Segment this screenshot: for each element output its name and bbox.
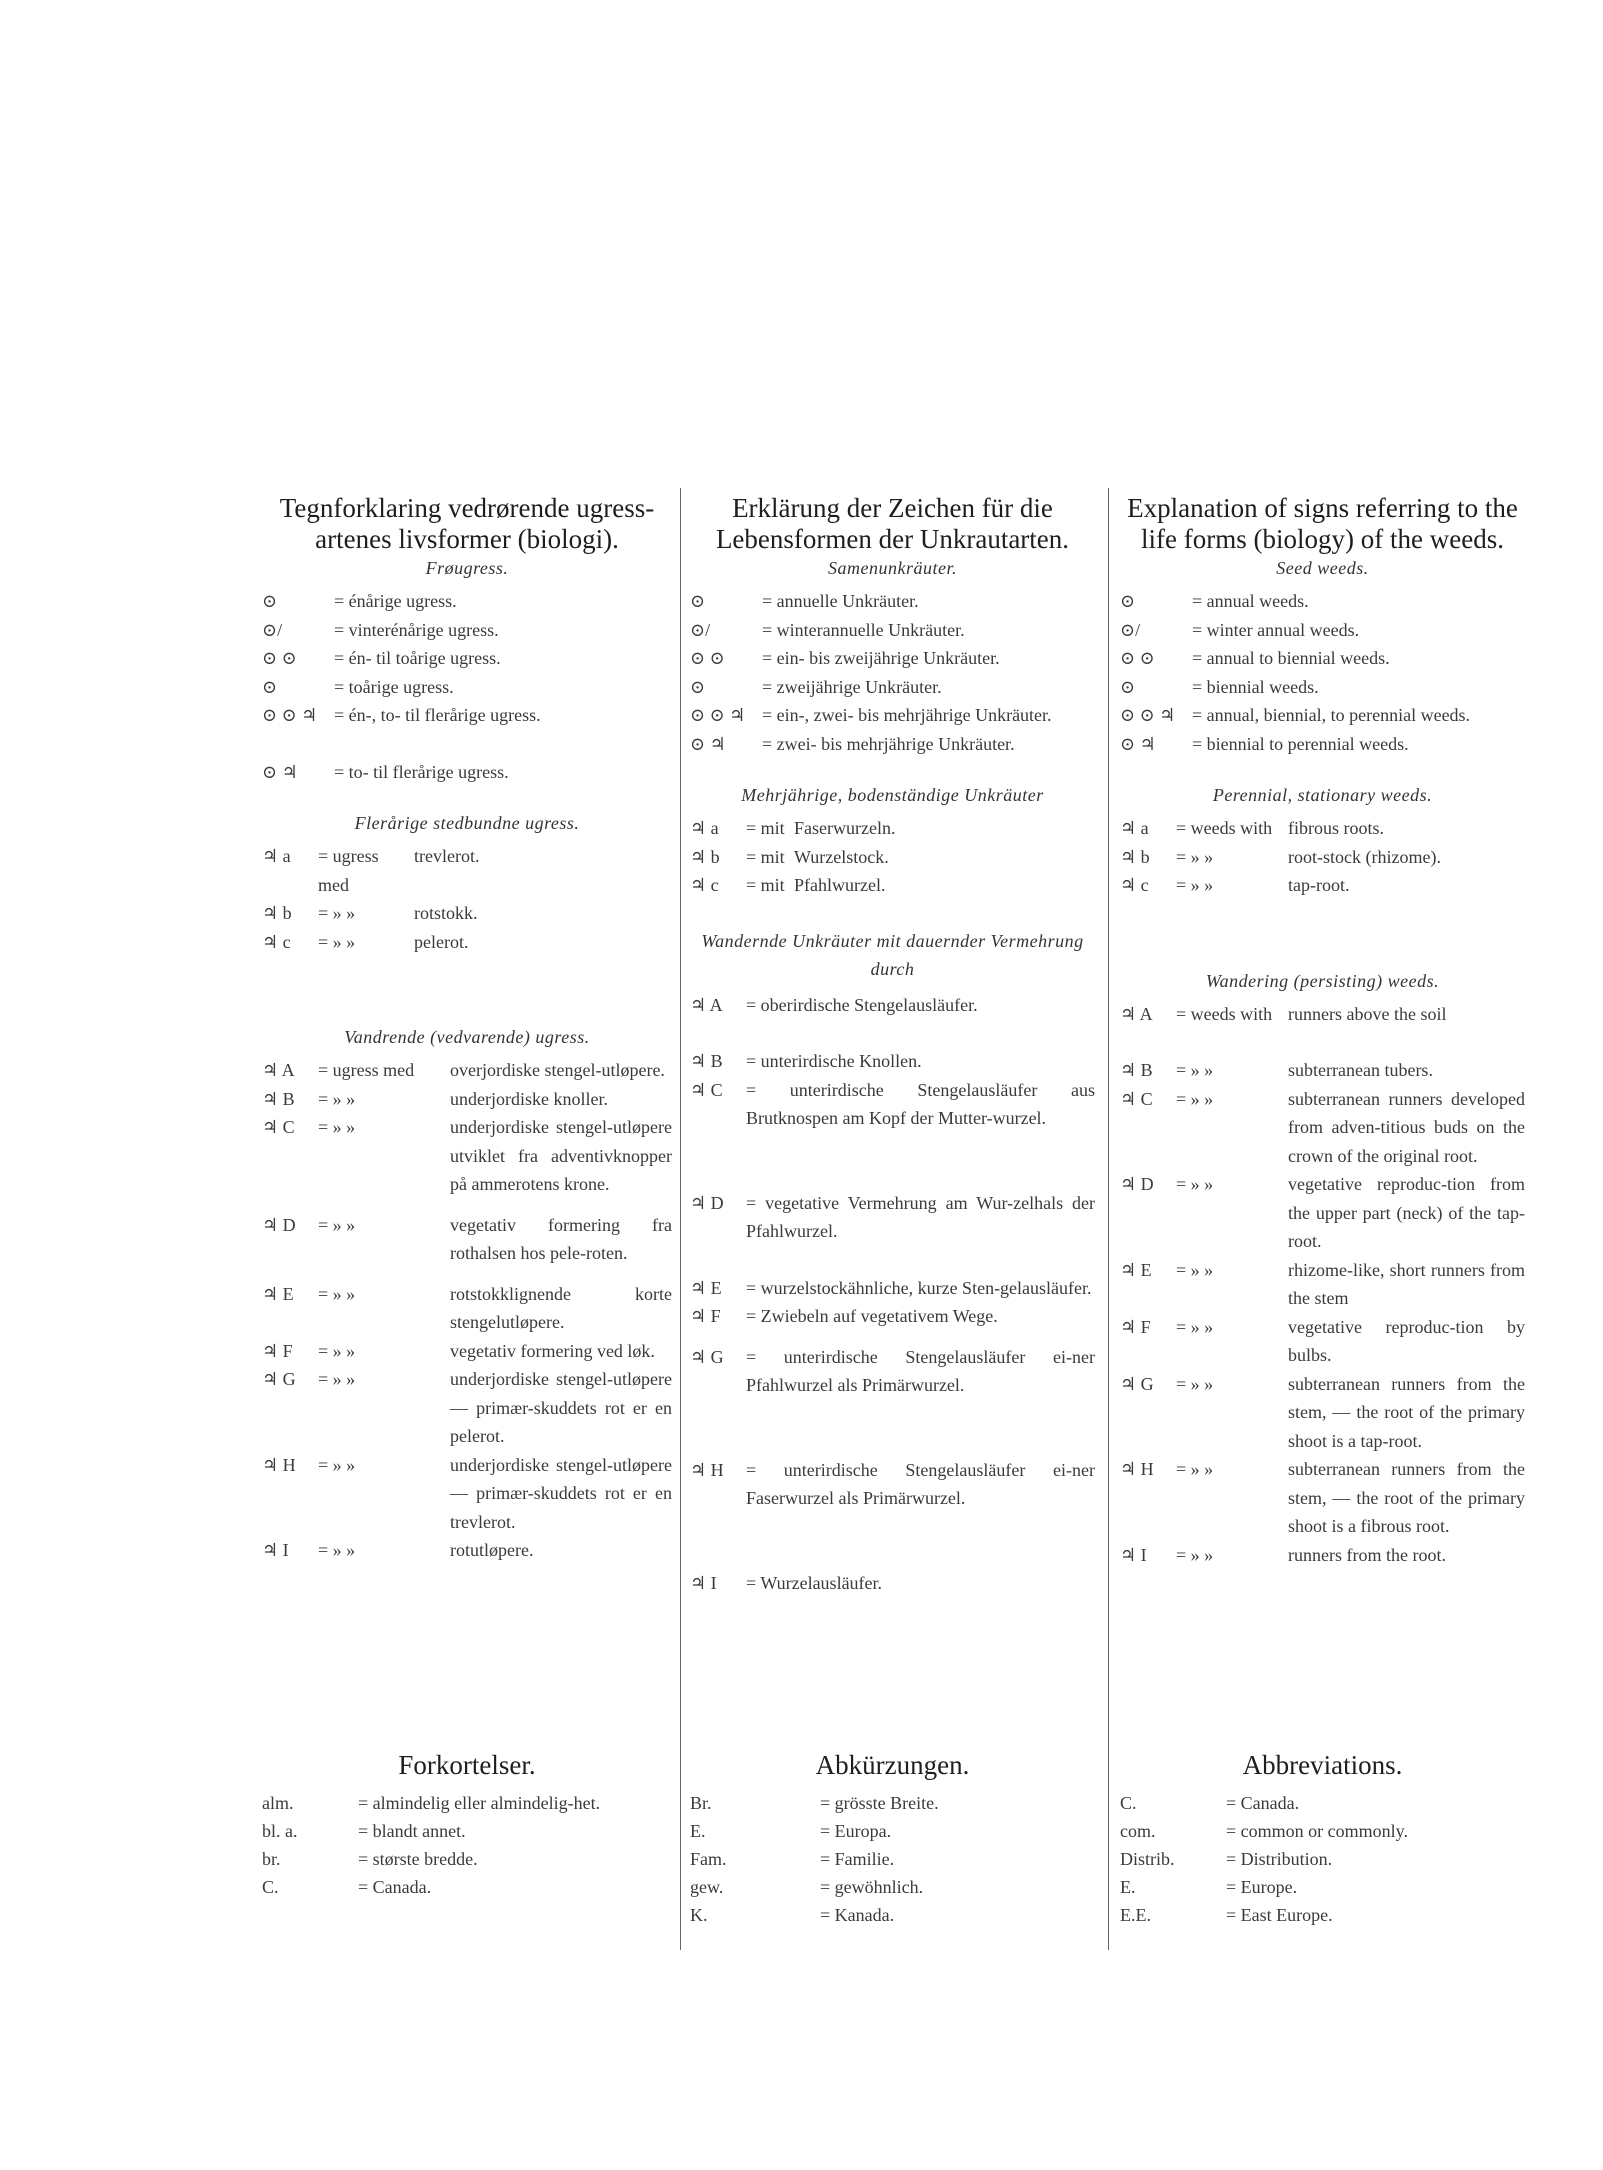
description: = vegetative Vermehrung am Wur-zelhals der Pfahlwurzel. [746,1192,1095,1241]
description: pelerot. [414,931,469,952]
code: ♃ a [690,818,719,838]
ditto: = » » [318,931,356,952]
code: ♃ D [1120,1174,1154,1194]
description: underjordiske stengel-utløpere — primær-skuddets rot er en trevlerot. [450,1454,672,1532]
ditto: = ugress med [318,846,379,895]
description: = to- til flerårige ugress. [334,761,509,782]
list-item [690,814,1095,843]
code: ♃ a [1120,818,1149,838]
code: ♃ F [690,1306,721,1326]
description: rhizome-like, short runners from the stem [1288,1259,1525,1308]
description: = annual weeds. [1192,591,1309,611]
list-item [262,758,672,787]
list-item [1120,1313,1525,1370]
list-item [262,1536,672,1565]
ditto: = mit [746,818,785,838]
list-item [690,1873,1095,1901]
list-item [262,1337,672,1366]
list-item [1120,644,1525,673]
description: = unterirdische Stengelausläufer ei-ner Faserwurzel als Primärwurzel. [746,1459,1095,1508]
symbol: ⊙/ [690,619,711,640]
description: = wurzelstockähnliche, kurze Sten-gelausläufer. [746,1277,1092,1298]
perennial-list [262,842,672,956]
list-item [262,1280,672,1337]
column-title: Explanation of signs referring to the life forms (biology) of the weeds. [1127,493,1518,554]
list-item [262,1056,672,1085]
abbr-key: Fam. [690,1849,727,1869]
description: = unterirdische Stengelausläufer aus Brutknospen am Kopf der Mutter-wurzel. [746,1079,1095,1128]
ditto: = » » [1176,1373,1214,1394]
description: vegetative reproduc-tion from the upper part (neck) of the tap-root. [1288,1174,1525,1251]
ditto: = » » [318,1454,356,1475]
description: subterranean runners from the stem, — the root of the primary shoot is a tap-root. [1288,1373,1525,1451]
symbol: ⊙ ⊙ ♃ [1120,705,1176,725]
list-item [1120,1000,1525,1029]
list-item [1120,1170,1525,1256]
list-item [690,1302,1095,1331]
abbr-value: = Canada. [1226,1793,1300,1813]
norwegian-column [262,493,672,1565]
description: = ein-, zwei- bis mehrjährige Unkräuter. [762,705,1052,725]
abbr-key: br. [262,1849,281,1869]
description: rotutløpere. [450,1540,534,1560]
list-item [262,842,672,899]
ditto: = weeds with [1176,1003,1273,1024]
description: = annual, biennial, to perennial weeds. [1192,705,1471,725]
symbol: ⊙ [690,676,706,697]
list-item [1120,1056,1525,1085]
code: ♃ A [1120,1003,1153,1024]
abbr-key: bl. a. [262,1821,298,1841]
ditto: = » » [318,1540,356,1560]
abbr-key: E. [690,1821,706,1841]
description: vegetativ formering fra rothalsen hos pele-roten. [450,1214,672,1263]
code: ♃ a [262,846,291,866]
list-item [1120,1256,1525,1313]
symbol: ⊙ ⊙ [690,648,725,668]
ditto: = » » [318,1214,356,1235]
list-item [1120,1873,1525,1901]
description: = vinterénårige ugress. [334,619,499,640]
symbol: ⊙ ⊙ [262,648,297,668]
list-item [690,871,1095,900]
list-item [690,1274,1095,1303]
abbr-value: = største bredde. [358,1849,478,1869]
description: = toårige ugress. [334,676,454,697]
english-column [1120,493,1525,1569]
description: rotstokk. [414,903,478,923]
code: ♃ E [262,1283,294,1304]
list-item [690,616,1095,645]
list-item [1120,1370,1525,1456]
column-title: Erklärung der Zeichen für die Lebensformen der Unkrautarten. [715,493,1070,554]
description: = Wurzelausläufer. [746,1572,883,1593]
symbol: ⊙ ⊙ ♃ [690,705,746,725]
code: ♃ F [1120,1316,1151,1337]
abbr-key: C. [262,1877,279,1897]
abbr-value: = blandt annet. [358,1821,466,1841]
list-item [690,1456,1095,1513]
code: ♃ B [690,1051,723,1071]
code: ♃ C [690,1079,723,1100]
code: ♃ G [690,1346,724,1367]
description: vegetative reproduc-tion by bulbs. [1288,1316,1525,1365]
symbol: ⊙ [262,676,278,697]
symbol: ⊙ ⊙ ♃ [262,705,318,725]
ditto: = » » [1176,1544,1214,1565]
list-item [262,587,672,616]
symbol: ⊙/ [262,619,283,640]
list-item [1120,1789,1525,1817]
column-divider [680,1760,681,1950]
description: = én- til toårige ugress. [334,648,501,668]
description: subterranean runners from the stem, — the root of the primary shoot is a fibrous root. [1288,1459,1525,1536]
abbr-value: = grösste Breite. [820,1793,939,1813]
list-item [262,644,672,673]
description: = zwei- bis mehrjährige Unkräuter. [762,733,1015,754]
description: = biennial to perennial weeds. [1192,733,1409,754]
code: ♃ E [690,1277,722,1298]
list-item [690,1189,1095,1246]
symbol: ⊙/ [1120,619,1141,640]
symbol: ⊙ [1120,676,1136,697]
abbreviations-norwegian [262,1750,672,1901]
list-item [1120,1817,1525,1845]
code: ♃ C [262,1117,295,1137]
perennial-list [1120,814,1525,900]
description: = unterirdische Knollen. [746,1051,922,1071]
list-item [262,1845,672,1873]
ditto: = » » [1176,1060,1214,1080]
list-item [1120,673,1525,702]
abbr-key: alm. [262,1793,294,1813]
list-item [690,1047,1095,1076]
list-item [690,1817,1095,1845]
code: ♃ B [1120,1060,1153,1080]
code: ♃ b [1120,846,1150,867]
description: root-stock (rhizome). [1288,846,1441,867]
ditto: = » » [1176,1259,1214,1280]
abbr-key: Br. [690,1793,712,1813]
abbr-key: E. [1120,1877,1136,1897]
column-title: Tegnforklaring vedrørende ugress-artenes livsformer (biologi). [279,493,655,554]
list-item [262,1873,672,1901]
column-divider [680,488,681,1778]
list-item [1120,871,1525,900]
list-item [1120,1541,1525,1570]
abbreviations-title: Forkortelser. [398,1750,536,1780]
code: ♃ c [690,875,719,895]
description: runners from the root. [1288,1544,1446,1565]
abbr-value: = Europe. [1226,1877,1298,1897]
abbr-key: Distrib. [1120,1849,1175,1869]
code: ♃ A [262,1060,295,1080]
code: ♃ B [262,1088,295,1109]
symbol: ⊙ [262,591,278,611]
ditto: = » » [1176,1316,1214,1337]
code: ♃ G [1120,1373,1154,1394]
list-item [1120,1901,1525,1929]
description: = énårige ugress. [334,591,457,611]
description: Pfahlwurzel. [794,875,886,895]
list-item [1120,587,1525,616]
ditto: = » » [318,1117,356,1137]
description: overjordiske stengel-utløpere. [450,1060,665,1080]
description: underjordiske knoller. [450,1088,608,1109]
column-divider [1108,1760,1109,1950]
list-item [690,1901,1095,1929]
code: ♃ b [690,846,720,867]
seed-heading: Samenunkräuter. [828,558,957,578]
description: Faserwurzeln. [794,818,896,838]
code: ♃ I [1120,1544,1147,1565]
list-item [1120,1085,1525,1171]
list-item [690,1845,1095,1873]
abbr-key: K. [690,1905,708,1925]
list-item [690,1789,1095,1817]
ditto: = » » [318,1283,356,1304]
perennial-heading: Perennial, stationary weeds. [1212,785,1433,805]
description: = biennial weeds. [1192,676,1319,697]
description: runners above the soil [1288,1003,1447,1024]
list-item [262,1451,672,1537]
ditto: = » » [1176,875,1214,895]
ditto: = » » [1176,1459,1214,1479]
wander-list [262,1056,672,1565]
description: subterranean tubers. [1288,1060,1433,1080]
ditto: = mit [746,846,785,867]
abbreviations-german [690,1750,1095,1929]
list-item [690,701,1095,730]
abbr-value: = Distribution. [1226,1849,1333,1869]
symbol: ⊙ [690,591,706,611]
ditto: = ugress med [318,1060,415,1080]
list-item [690,1076,1095,1133]
list-item [690,843,1095,872]
abbreviations-english [1120,1750,1525,1929]
abbr-value: = Familie. [820,1849,895,1869]
list-item [690,644,1095,673]
list-item [1120,730,1525,759]
ditto: = » » [318,1369,356,1389]
description: vegetativ formering ved løk. [450,1340,655,1361]
abbr-key: com. [1120,1821,1156,1841]
list-item [1120,1455,1525,1541]
code: ♃ A [690,994,723,1015]
code: ♃ D [262,1214,296,1235]
description: = annuelle Unkräuter. [762,591,919,611]
code: ♃ D [690,1192,724,1213]
ditto: = » » [1176,1174,1214,1194]
list-item [262,1085,672,1114]
code: ♃ H [1120,1459,1154,1479]
list-item [1120,1845,1525,1873]
description: fibrous roots. [1288,818,1384,838]
seed-list [1120,587,1525,758]
description: rotstokklignende korte stengelutløpere. [450,1283,672,1332]
description: Wurzelstock. [794,846,889,867]
abbr-key: E.E. [1120,1905,1151,1925]
list-item [690,673,1095,702]
description: = winter annual weeds. [1192,619,1360,640]
abbr-value: = gewöhnlich. [820,1877,924,1897]
list-item [262,928,672,957]
description: = oberirdische Stengelausläufer. [746,994,978,1015]
wander-heading: Wandernde Unkräuter mit dauernder Vermehrung durch [701,930,1084,979]
abbr-value: = Kanada. [820,1905,895,1925]
description: = unterirdische Stengelausläufer ei-ner Pfahlwurzel als Primärwurzel. [746,1346,1095,1395]
seed-list [690,587,1095,758]
list-item [262,1211,672,1268]
description: = Zwiebeln auf vegetativem Wege. [746,1306,998,1326]
list-item [1120,843,1525,872]
list-item [262,1789,672,1817]
symbol: ⊙ ⊙ [1120,648,1155,668]
symbol: ⊙ [1120,591,1136,611]
seed-heading: Frøugress. [425,558,509,578]
code: ♃ F [262,1340,293,1361]
abbr-value: = Canada. [358,1877,432,1897]
code: ♃ I [262,1540,289,1560]
code: ♃ I [690,1572,717,1593]
perennial-list [690,814,1095,900]
code: ♃ E [1120,1259,1152,1280]
ditto: = » » [318,1088,356,1109]
list-item [262,701,672,730]
list-item [262,673,672,702]
abbr-value: = almindelig eller almindelig-het. [358,1793,601,1813]
list-item [262,899,672,928]
code: ♃ H [262,1454,296,1475]
ditto: = » » [318,903,356,923]
description: = én-, to- til flerårige ugress. [334,705,541,725]
list-item [1120,701,1525,730]
description: = ein- bis zweijährige Unkräuter. [762,648,1000,668]
ditto: = » » [318,1340,356,1361]
ditto: = mit [746,875,785,895]
code: ♃ c [262,931,291,952]
ditto: = » » [1176,846,1214,867]
code: ♃ b [262,903,292,923]
list-item [262,1817,672,1845]
description: tap-root. [1288,875,1350,895]
abbr-value: = Europa. [820,1821,892,1841]
list-item [690,587,1095,616]
wander-heading: Wandering (persisting) weeds. [1205,970,1440,991]
code: ♃ c [1120,875,1149,895]
list-item [262,1365,672,1451]
symbol: ⊙ ♃ [690,733,726,754]
list-item [690,730,1095,759]
list-item [1120,814,1525,843]
description: underjordiske stengel-utløpere utviklet fra adventivknopper på ammerotens krone. [450,1117,672,1194]
perennial-heading: Flerårige stedbundne ugress. [354,813,580,833]
code: ♃ C [1120,1088,1153,1109]
ditto: = weeds with [1176,818,1273,838]
abbr-value: = common or commonly. [1226,1821,1408,1841]
list-item [690,1569,1095,1598]
column-divider [1108,488,1109,1778]
description: subterranean runners developed from adven-titious buds on the crown of the original root. [1288,1088,1525,1166]
symbol: ⊙ ♃ [1120,733,1156,754]
list-item [1120,616,1525,645]
description: = winterannuelle Unkräuter. [762,619,965,640]
ditto: = » » [1176,1088,1214,1109]
description: = annual to biennial weeds. [1192,648,1390,668]
german-column [690,493,1095,1597]
description: underjordiske stengel-utløpere — primær-skuddets rot er en pelerot. [450,1369,672,1446]
description: trevlerot. [414,846,480,866]
abbr-key: gew. [690,1877,724,1897]
seed-list [262,587,672,786]
description: = zweijährige Unkräuter. [762,676,942,697]
symbol: ⊙ ♃ [262,761,298,782]
abbr-key: C. [1120,1793,1137,1813]
abbr-value: = East Europe. [1226,1905,1333,1925]
code: ♃ G [262,1369,296,1389]
seed-heading: Seed weeds. [1276,558,1369,578]
wander-list [1120,1000,1525,1570]
wander-list [690,991,1095,1598]
abbreviations-title: Abbreviations. [1242,1750,1403,1780]
perennial-heading: Mehrjährige, bodenständige Unkräuter [741,785,1044,805]
abbreviations-title: Abkürzungen. [815,1750,970,1780]
code: ♃ H [690,1459,724,1480]
list-item [690,991,1095,1020]
list-item [262,1113,672,1199]
wander-heading: Vandrende (vedvarende) ugress. [344,1027,590,1047]
list-item [262,616,672,645]
list-item [690,1343,1095,1400]
